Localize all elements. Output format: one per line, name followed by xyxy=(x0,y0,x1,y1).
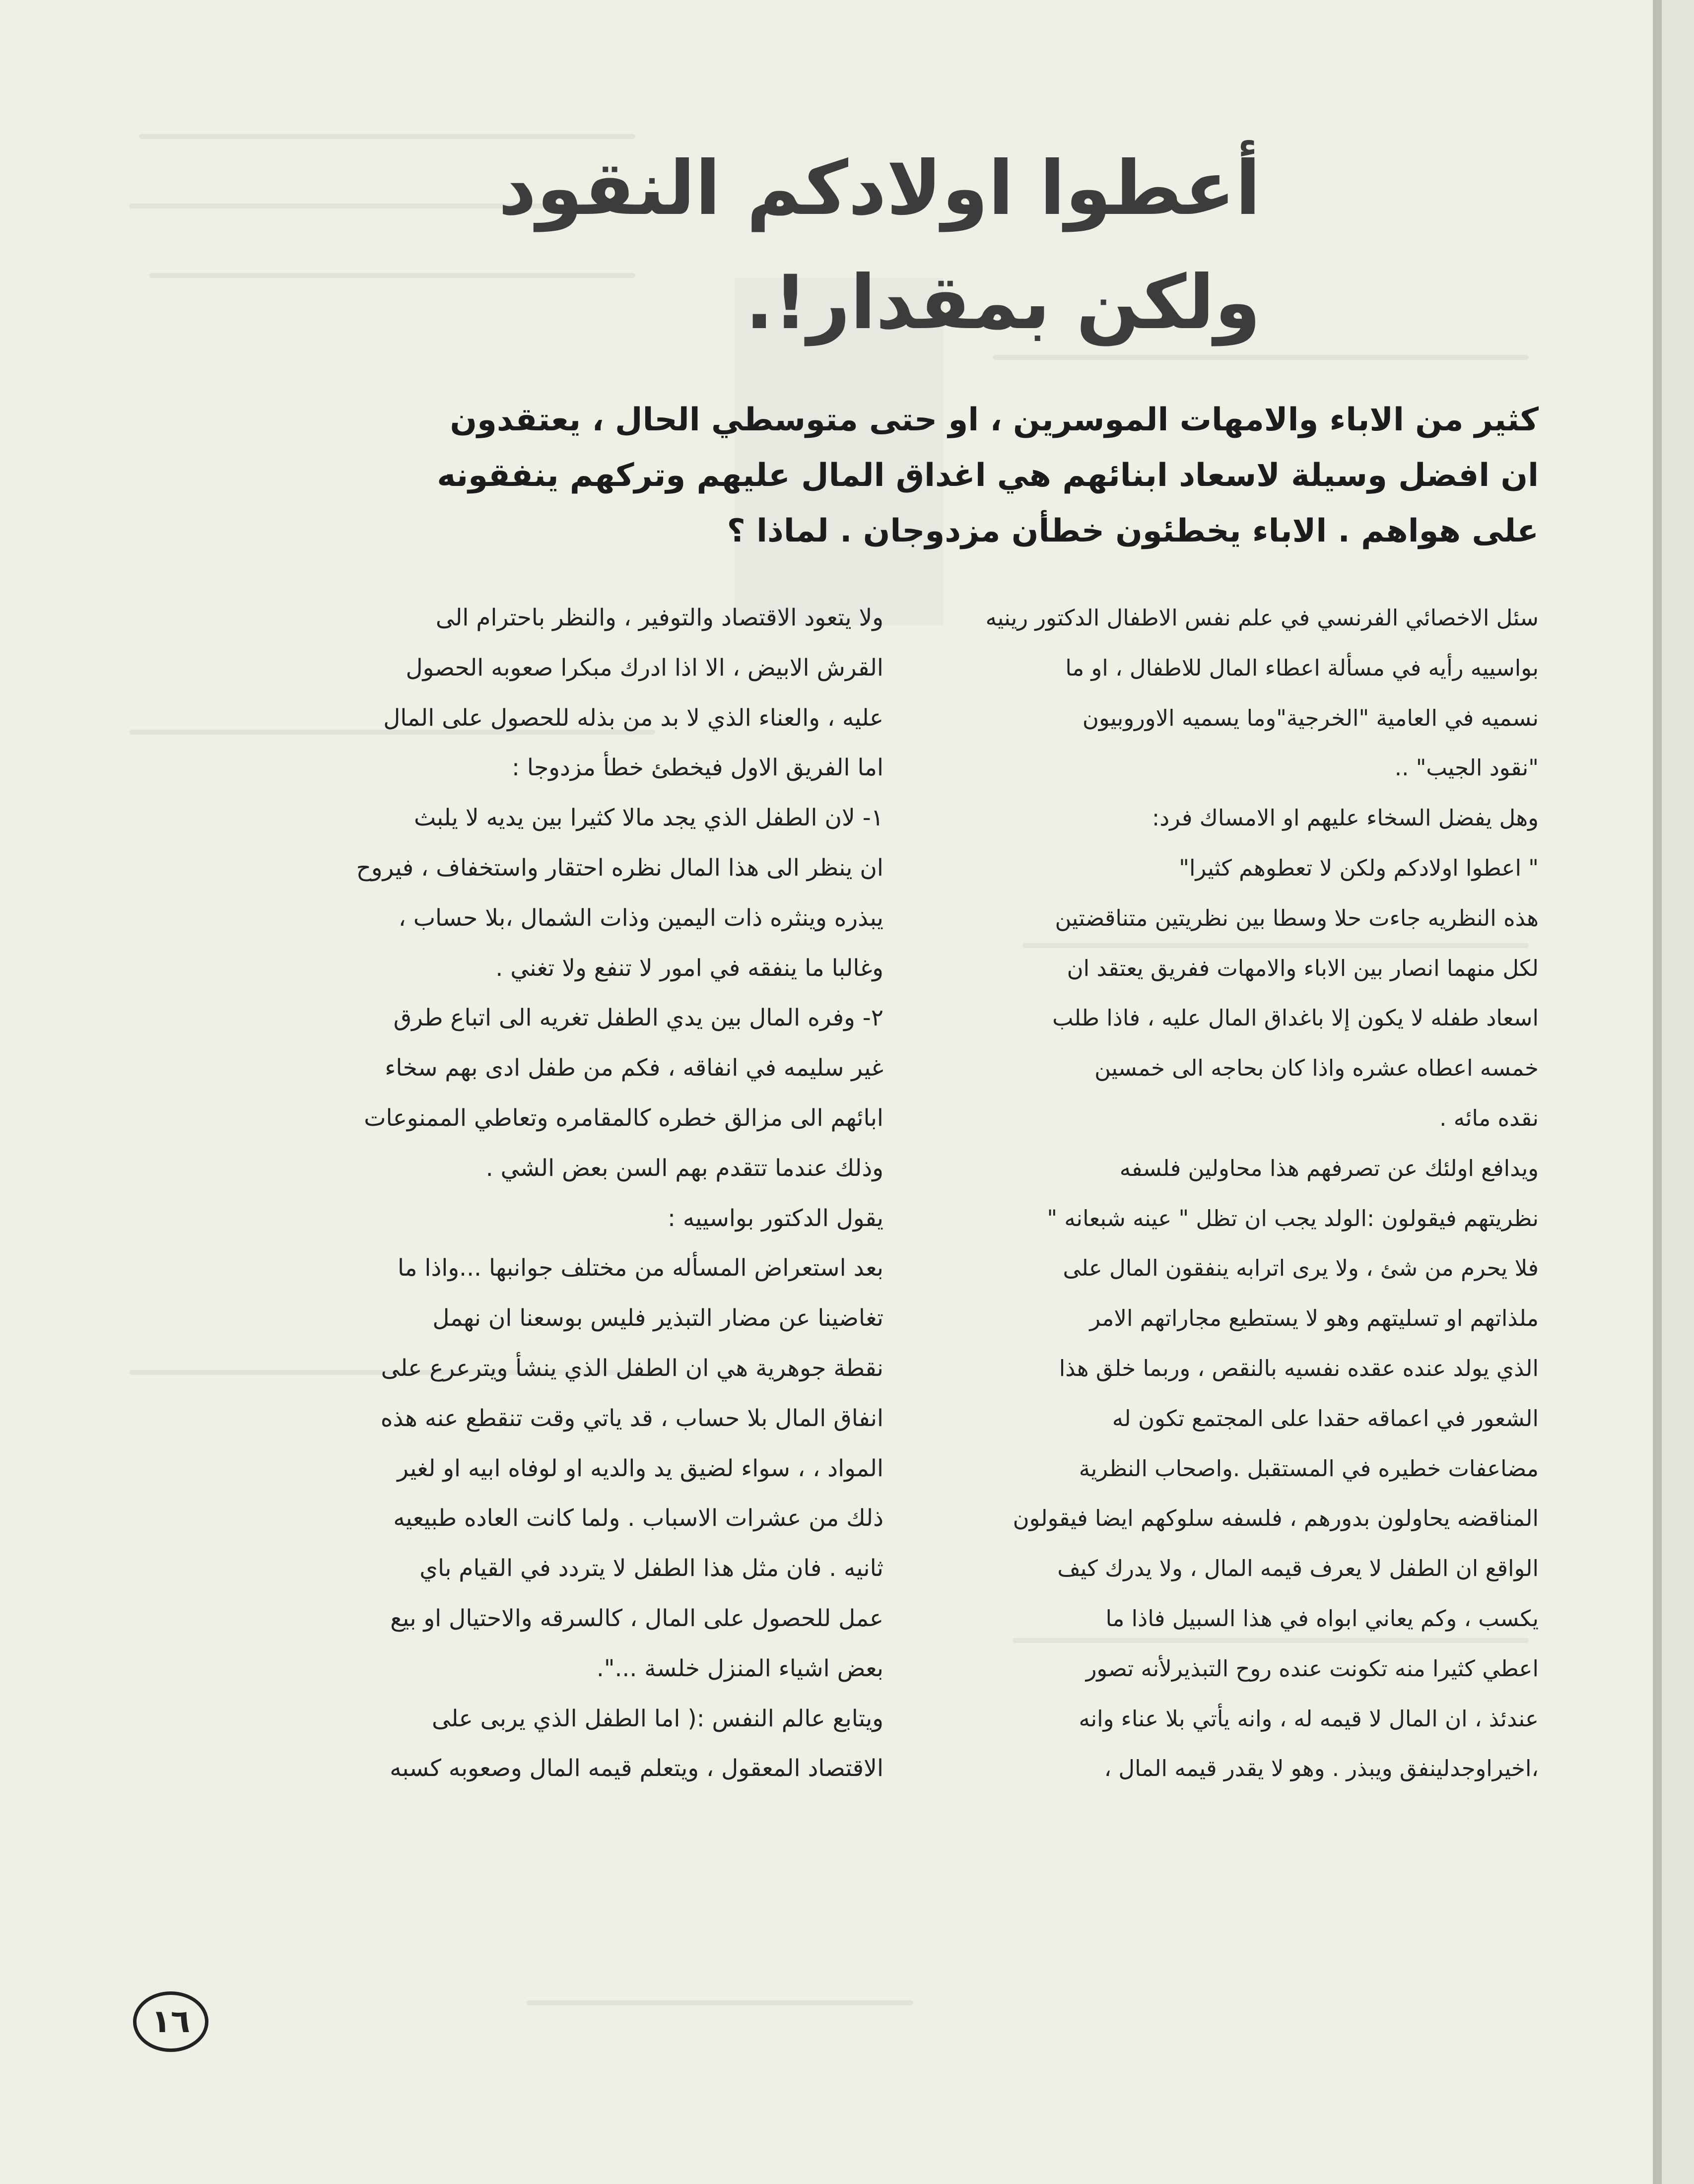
text-line: الواقع ان الطفل لا يعرف قيمه المال ، ولا يدرك كيف xyxy=(1057,1555,1539,1582)
text-line: عمل للحصول على المال ، كالسرقه والاحتيال او بيع xyxy=(390,1604,883,1632)
text-line: عليه ، والعناء الذي لا بد من بذله للحصول على المال xyxy=(383,704,883,732)
text-line: ذلك من عشرات الاسباب . ولما كانت العاده طبيعيه xyxy=(393,1504,883,1532)
text-line: المناقضه يحاولون بدورهم ، فلسفه سلوكهم ايضا فيقولون xyxy=(1013,1505,1539,1532)
text-line: فلا يحرم من شئ ، ولا يرى اترابه ينفقون المال على xyxy=(1063,1255,1539,1282)
text-line: غير سليمه في انفاقه ، فكم من طفل ادى بهم سخاء xyxy=(385,1054,883,1082)
left-text-column xyxy=(129,593,883,1794)
text-line: نقطة جوهرية هي ان الطفل الذي ينشأ ويترعرع على xyxy=(381,1354,883,1382)
text-line: ملذاتهم او تسليتهم وهو لا يستطيع مجاراتهم الامر xyxy=(1089,1305,1539,1332)
text-line: هذه النظريه جاءت حلا وسطا بين نظريتين متناقضتين xyxy=(1055,904,1539,931)
text-line: وذلك عندما تتقدم بهم السن بعض الشي . xyxy=(485,1154,883,1182)
text-line: اسعاد طفله لا يكون إلا باغداق المال عليه ، فاذا طلب xyxy=(1052,1005,1539,1031)
page-edge-shadow xyxy=(1653,0,1662,2184)
text-line: بعض اشياء المنزل خلسة ...". xyxy=(596,1654,883,1682)
text-line: سئل الاخصائي الفرنسي في علم نفس الاطفال الدكتور رينيه xyxy=(985,605,1539,631)
article-title-line-2: ولكن بمقدار!. xyxy=(745,260,1261,346)
article-lead: كثير من الاباء والامهات الموسرين ، او حتى متوسطي الحال ، يعتقدون ان افضل وسيلة لاسعاد ابنائهم هي اغداق المال عليهم وتركهم ينفقونه على هواهم . الاباء يخطئون خطأن مزدوجان . لماذا ؟ xyxy=(437,402,1539,549)
text-line: خمسه اعطاه عشره واذا كان بحاجه الى خمسين xyxy=(1094,1055,1539,1082)
text-line: الاقتصاد المعقول ، ويتعلم قيمه المال وصعوبه كسبه xyxy=(390,1755,883,1782)
page-edge xyxy=(1662,0,1694,2184)
text-line: المواد ، ، سواء لضيق يد والديه او لوفاه ابيه او لغير xyxy=(397,1454,883,1482)
text-line: الذي يولد عنده عقده نفسيه بالنقص ، وربما خلق هذا xyxy=(1059,1355,1539,1381)
text-line: بعد استعراض المسأله من مختلف جوانبها ...واذا ما xyxy=(398,1254,883,1282)
text-line: بواسييه رأيه في مسألة اعطاء المال للاطفال ، او ما xyxy=(1065,654,1539,681)
text-line: "نقود الجيب" .. xyxy=(1394,754,1539,781)
text-line: وهل يفضل السخاء عليهم او الامساك فرد: xyxy=(1152,805,1539,831)
text-line: ولا يتعود الاقتصاد والتوفير ، والنظر باحترام الى xyxy=(435,604,883,631)
text-line: لكل منهما انصار بين الاباء والامهات ففريق يعتقد ان xyxy=(1067,955,1539,981)
text-line: انفاق المال بلا حساب ، قد ياتي وقت تنقطع عنه هذه xyxy=(380,1404,883,1432)
text-line: اما الفريق الاول فيخطئ خطأ مزدوجا : xyxy=(512,754,883,782)
text-line: تغاضينا عن مضار التبذير فليس بوسعنا ان نهمل xyxy=(432,1304,883,1332)
text-line: وغالبا ما ينفقه في امور لا تنفع ولا تغني . xyxy=(495,954,883,982)
text-line: " اعطوا اولادكم ولكن لا تعطوهم كثيرا" xyxy=(1179,854,1539,881)
text-line: ابائهم الى مزالق خطره كالمقامره وتعاطي الممنوعات xyxy=(364,1104,883,1132)
text-line: اعطي كثيرا منه تكونت عنده روح التبذيرلأنه تصور xyxy=(1085,1655,1539,1682)
text-line: ثانيه . فان مثل هذا الطفل لا يتردد في القيام باي xyxy=(419,1555,883,1582)
right-text-column xyxy=(933,593,1539,1794)
text-line: نقده مائه . xyxy=(1439,1104,1539,1131)
text-line: ويدافع اولئك عن تصرفهم هذا محاولين فلسفه xyxy=(1119,1155,1539,1181)
text-line: يكسب ، وكم يعاني ابواه في هذا السبيل فاذا ما xyxy=(1105,1605,1539,1632)
text-line: عندئذ ، ان المال لا قيمه له ، وانه يأتي بلا عناء وانه xyxy=(1079,1705,1539,1732)
text-line: ١- لان الطفل الذي يجد مالا كثيرا بين يديه لا يلبث xyxy=(413,804,883,832)
text-line: ويتابع عالم النفس :( اما الطفل الذي يربى على xyxy=(431,1705,883,1732)
text-line: ان ينظر الى هذا المال نظره احتقار واستخفاف ، فيروح xyxy=(356,854,883,882)
text-line: نظريتهم فيقولون :الولد يجب ان تظل " عينه شبعانه " xyxy=(1047,1205,1539,1231)
text-line: مضاعفات خطيره في المستقبل .واصحاب النظرية xyxy=(1079,1455,1539,1482)
text-line: يبذره وينثره ذات اليمين وذات الشمال ،بلا حساب ، xyxy=(398,904,883,932)
text-line: ٢- وفره المال بين يدي الطفل تغريه الى اتباع طرق xyxy=(393,1004,883,1032)
page-number: ١٦ xyxy=(133,1991,208,2052)
article-title-line-1: أعطوا اولادكم النقود xyxy=(498,145,1261,232)
text-line: الشعور في اعماقه حقدا على المجتمع تكون له xyxy=(1112,1405,1539,1432)
text-line: القرش الابيض ، الا اذا ادرك مبكرا صعوبه الحصول xyxy=(406,654,883,682)
text-line: يقول الدكتور بواسييه : xyxy=(668,1204,883,1232)
text-line: ،اخيراوجدلينفق ويبذر . وهو لا يقدر قيمه المال ، xyxy=(1104,1755,1539,1782)
text-line: نسميه في العامية "الخرجية"وما يسميه الاوروبيون xyxy=(1082,704,1539,731)
